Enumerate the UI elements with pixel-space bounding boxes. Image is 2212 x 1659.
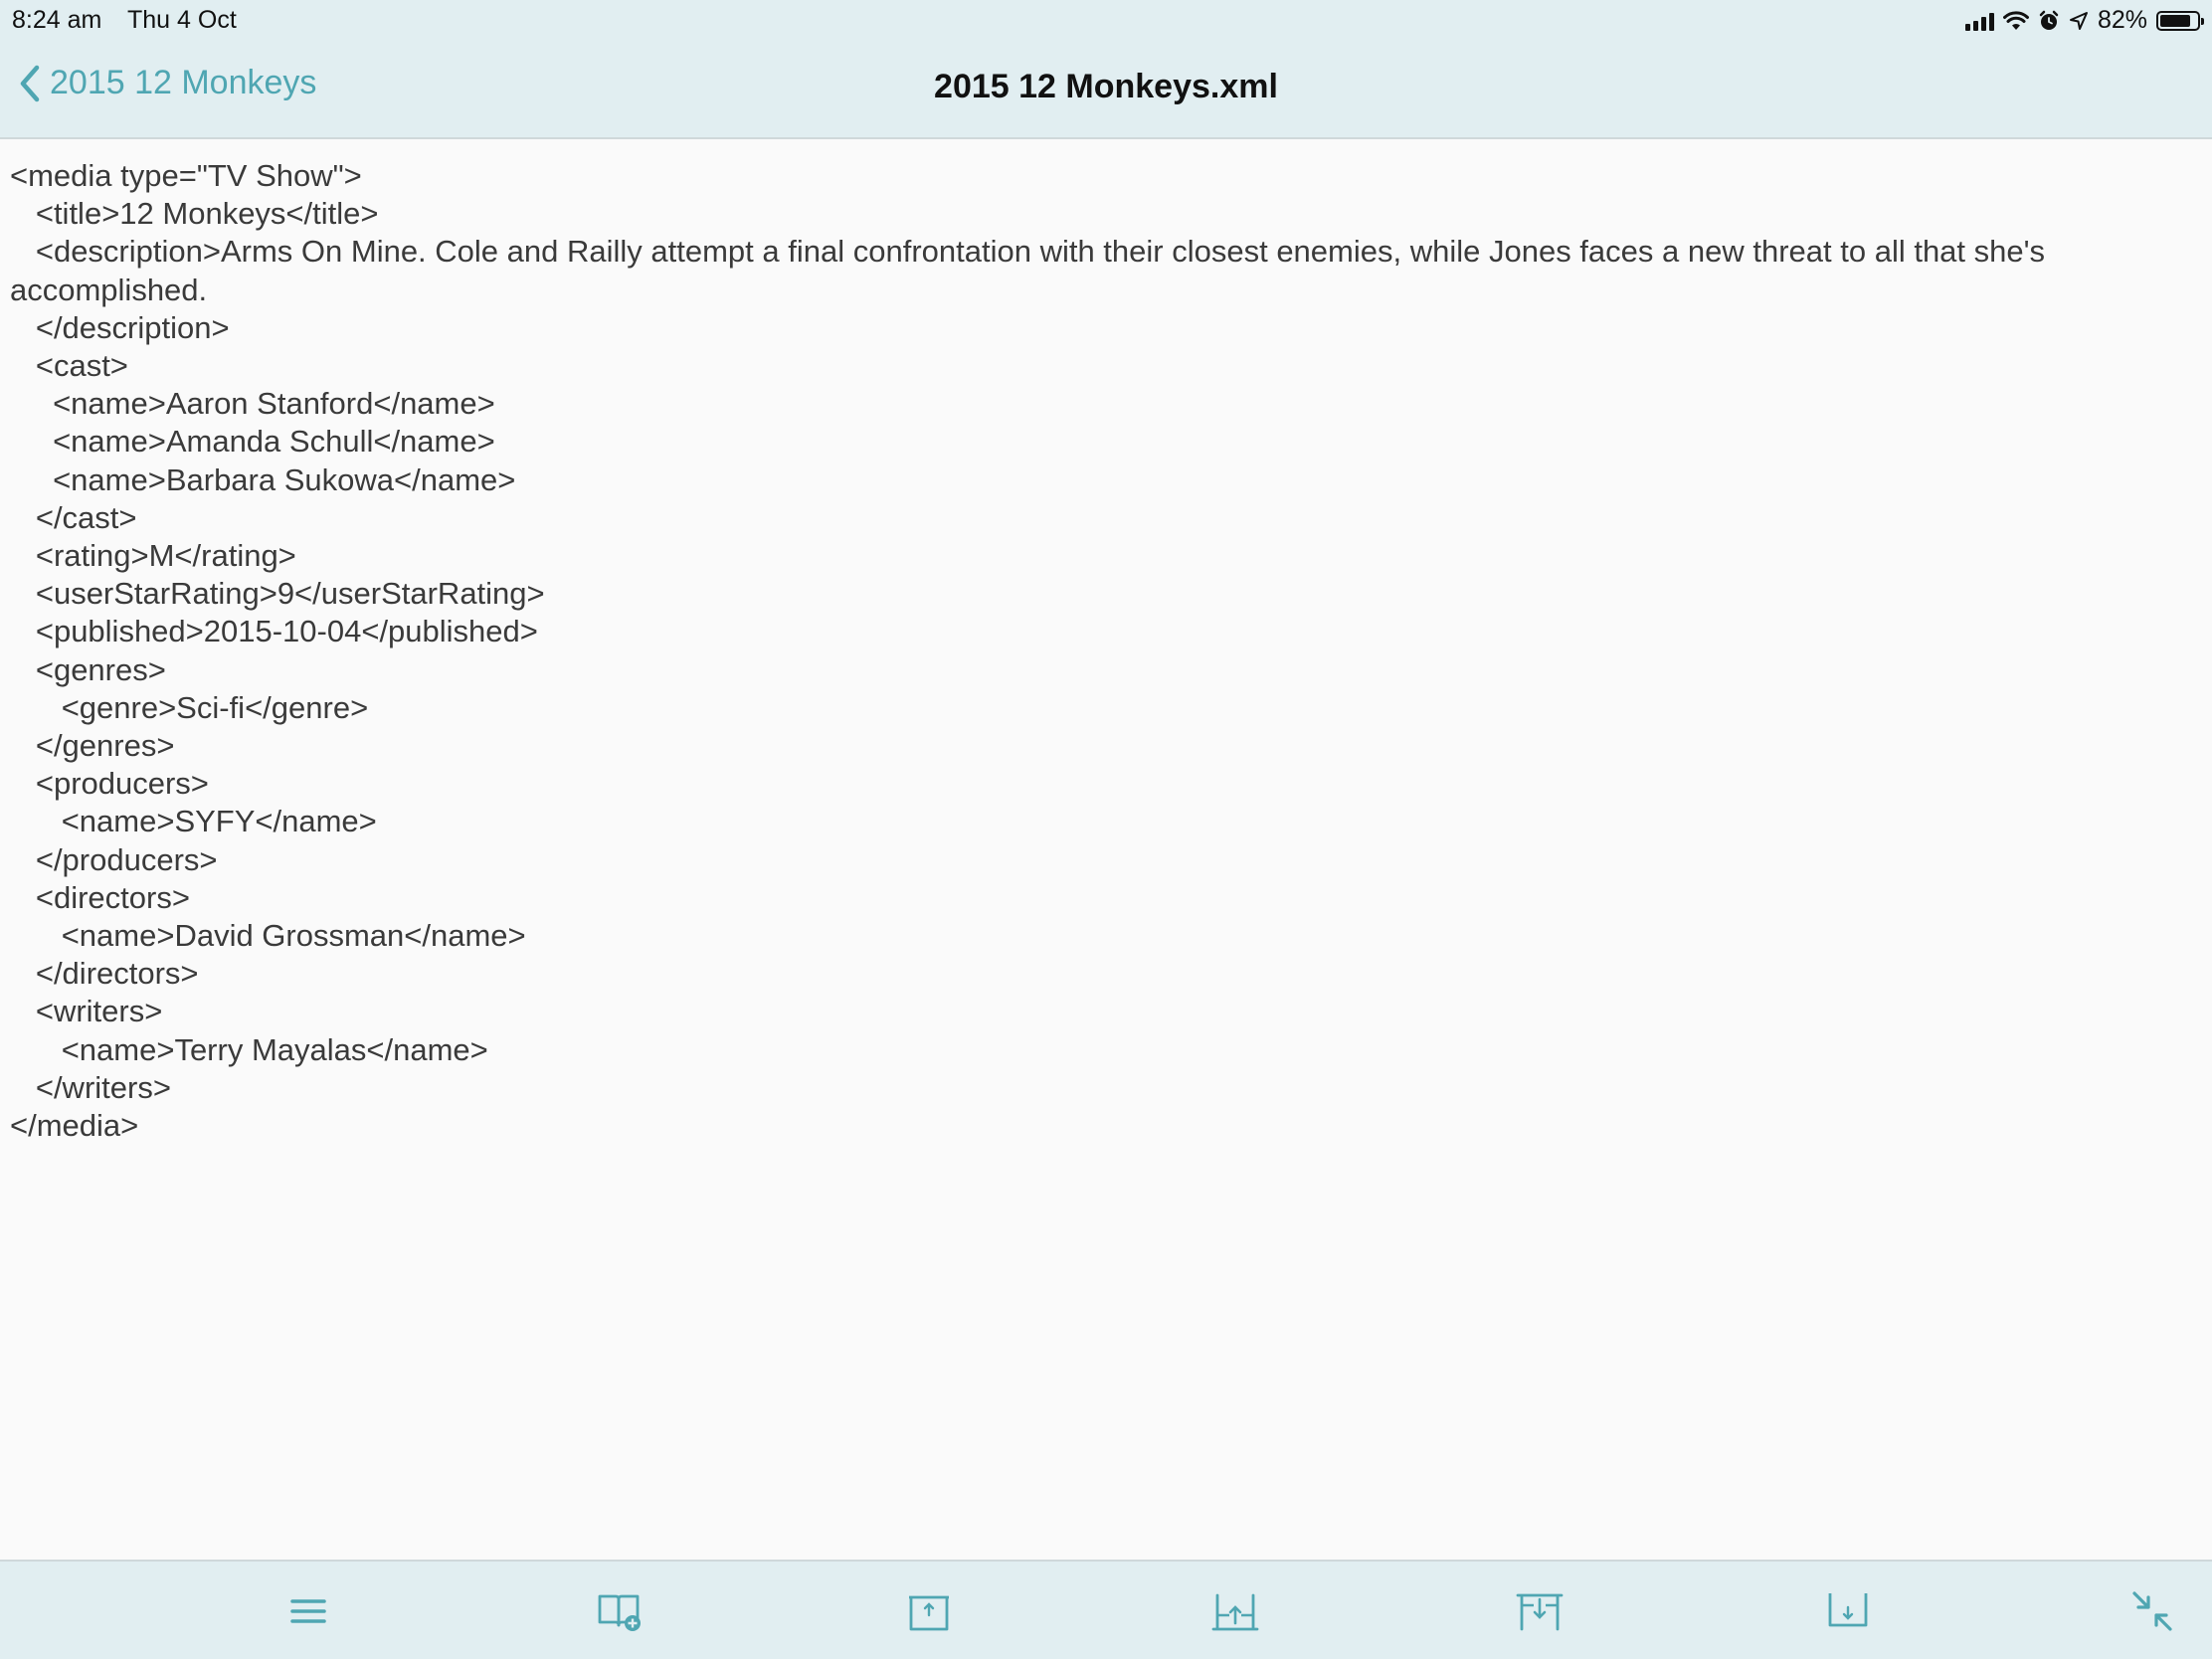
location-arrow-icon xyxy=(2069,11,2089,31)
xml-line: <userStarRating>9</userStarRating> xyxy=(10,576,545,612)
download-bottom-icon[interactable] xyxy=(1824,1587,1872,1635)
battery-icon xyxy=(2156,11,2200,31)
xml-line: <name>Aaron Stanford</name> xyxy=(10,386,495,422)
xml-line: <name>Terry Mayalas</name> xyxy=(10,1031,488,1067)
collapse-up-icon[interactable] xyxy=(1211,1587,1259,1635)
xml-line: </media> xyxy=(10,1108,139,1144)
back-button-label: 2015 12 Monkeys xyxy=(50,64,317,101)
battery-percentage: 82% xyxy=(2097,6,2147,34)
xml-line: </producers> xyxy=(10,841,218,877)
xml-document-view[interactable] xyxy=(0,139,2212,1560)
book-add-icon[interactable] xyxy=(595,1587,643,1635)
xml-line: </writers> xyxy=(10,1069,171,1105)
xml-line: </genres> xyxy=(10,728,175,764)
xml-line: <writers> xyxy=(10,994,163,1029)
alarm-icon xyxy=(2038,10,2060,32)
xml-line: <name>David Grossman</name> xyxy=(10,918,526,954)
upload-top-icon[interactable] xyxy=(905,1587,953,1635)
status-time: 8:24 am xyxy=(12,6,102,34)
wifi-icon xyxy=(2003,10,2029,32)
xml-line: <title>12 Monkeys</title> xyxy=(10,196,379,232)
status-bar xyxy=(0,0,2212,40)
xml-line: <directors> xyxy=(10,879,190,915)
xml-line: <genre>Sci-fi</genre> xyxy=(10,689,369,725)
battery-fill xyxy=(2160,15,2190,27)
xml-line: </cast> xyxy=(10,499,137,535)
xml-line: <name>SYFY</name> xyxy=(10,804,377,839)
shrink-icon[interactable] xyxy=(2128,1587,2176,1635)
xml-line: <producers> xyxy=(10,766,209,802)
xml-line: <rating>M</rating> xyxy=(10,538,296,574)
xml-line: <genres> xyxy=(10,651,166,687)
status-indicators xyxy=(1965,6,2200,35)
status-date: Thu 4 Oct xyxy=(127,6,237,34)
xml-line: <published>2015-10-04</published> xyxy=(10,614,538,649)
bottom-toolbar xyxy=(0,1560,2212,1659)
cellular-signal-icon xyxy=(1965,11,1994,31)
navigation-bar xyxy=(0,40,2212,139)
page-title: 2015 12 Monkeys.xml xyxy=(934,68,1278,105)
xml-line: <name>Barbara Sukowa</name> xyxy=(10,461,516,497)
xml-line: </directors> xyxy=(10,956,199,992)
expand-down-icon[interactable] xyxy=(1516,1587,1564,1635)
xml-line: <name>Amanda Schull</name> xyxy=(10,424,495,460)
xml-line: </description> xyxy=(10,309,230,345)
xml-line: <media type="TV Show"> xyxy=(10,158,362,193)
xml-line: <cast> xyxy=(10,348,128,384)
menu-icon[interactable] xyxy=(284,1587,332,1635)
xml-line: <description>Arms On Mine. Cole and Railly attempt a final confrontation with their closest enemies, while Jones faces a new threat to all that she's accomplished. xyxy=(10,234,2054,307)
